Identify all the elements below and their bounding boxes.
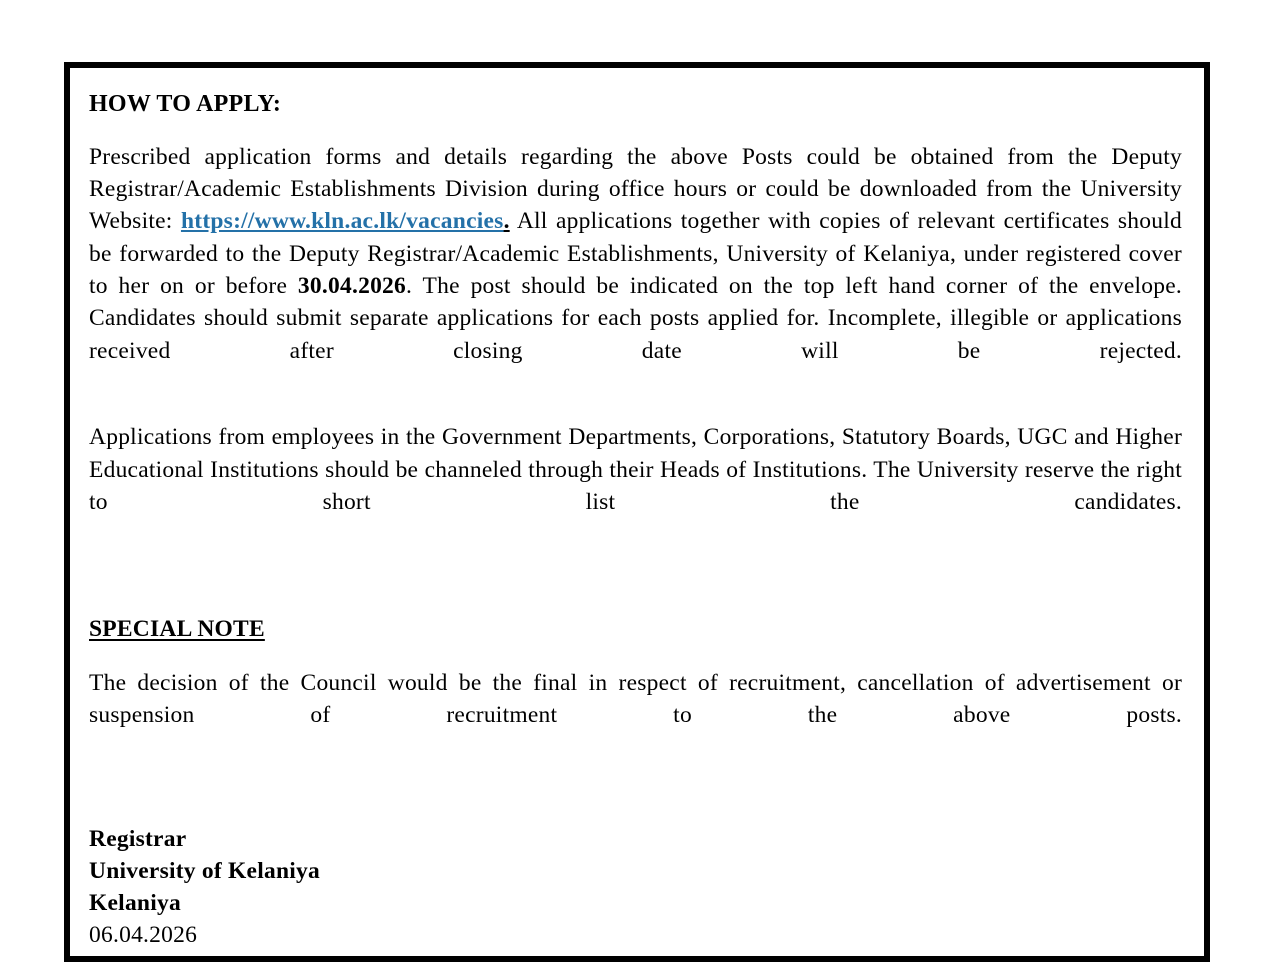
signature-location: Kelaniya [89, 889, 181, 916]
page-title: HOW TO APPLY: [89, 91, 282, 117]
signature-role: Registrar [89, 825, 187, 852]
application-deadline-date: 30.04.2026 [297, 273, 407, 300]
signature-organization: University of Kelaniya [89, 857, 321, 884]
paragraph-1-text-part-2: All applications together with copies of relevant certificates should be forwarded to the Deputy Registrar/Academic Establishments, University of Kelaniya, under registered cover to her on or before [89, 208, 1182, 300]
paragraph-government-employees: Applications from employees in the Government Departments, Corporations, Statutory Boards, UGC and Higher Educational Institutions should be channeled through their Heads of Institutions. The University reserve the right to short list the candidates. [89, 424, 1182, 515]
paragraph-1-text-part-1: Prescribed application forms and details regarding the above Posts could be obtained from the Deputy Registrar/Academic Establishments Division during office hours or could be downloaded from the University Website: [89, 143, 1182, 235]
vacancies-link[interactable]: https://www.kln.ac.lk/vacancies [180, 208, 504, 235]
paragraph-how-to-apply [89, 141, 1182, 400]
link-trailing-period: . [503, 208, 510, 235]
signature-date: 06.04.2026 [89, 921, 198, 948]
notice-box [64, 62, 1210, 962]
special-note-heading: SPECIAL NOTE [89, 615, 265, 642]
signature-block [89, 824, 1182, 952]
special-note-heading-wrap [89, 583, 1182, 645]
paragraph-special-note-body: The decision of the Council would be the final in respect of recruitment, cancellation of advertisement or suspension of recruitment to the above posts. [89, 669, 1182, 729]
paragraph-1-text-part-3: . The post should be indicated on the top left hand corner of the envelope. Candidates should submit separate applications for each posts applied for. Incomplete, illegible or applications received after closing date will be rejected. [89, 273, 1182, 364]
document-body [89, 141, 1182, 952]
